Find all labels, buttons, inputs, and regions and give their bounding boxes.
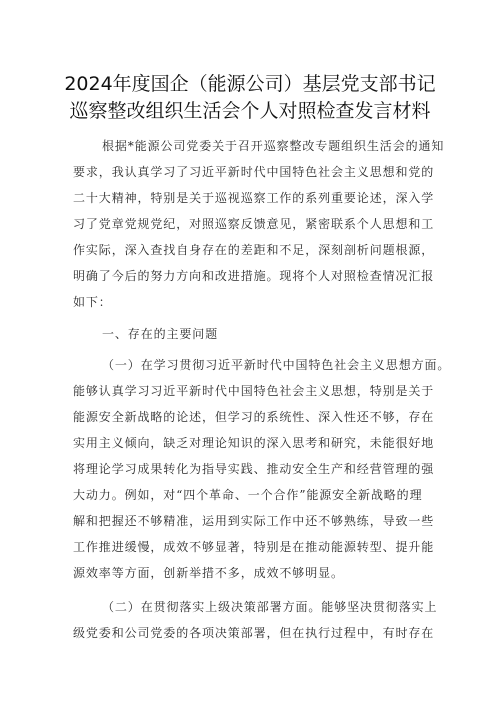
intro-paragraph-line: 二十大精神，特别是关于巡视巡察工作的系列重要论述，深入学 [73, 191, 435, 205]
item-1-line: 将理论学习成果转化为指导实践、推动安全生产和经营管理的强 [73, 462, 435, 476]
intro-paragraph-line: 作实际，深入查找自身存在的差距和不足，深刻剖析问题根源， [73, 243, 435, 257]
item-1-line: 实用主义倾向，缺乏对理论知识的深入思考和研究，未能很好地 [73, 436, 435, 450]
intro-paragraph-line: 根据*能源公司党委关于召开巡察整改专题组织生活会的通知 [102, 139, 445, 153]
item-1-line: 能够认真学习习近平新时代中国特色社会主义思想，特别是关于 [73, 384, 435, 398]
section-heading: 一、存在的主要问题 [102, 327, 219, 341]
item-1-line: （一）在学习贯彻习近平新时代中国特色社会主义思想方面。 [102, 358, 451, 372]
item-1-line: 能源安全新战略的论述，但学习的系统性、深入性还不够，存在 [73, 410, 435, 424]
item-1-line: 大动力。例如，对“四个革命、一个合作”能源安全新战略的理 [73, 488, 423, 502]
item-2-line: 级党委和公司党委的各项决策部署，但在执行过程中，有时存在 [73, 626, 435, 640]
intro-paragraph-line: 明确了今后的努力方向和改进措施。现将个人对照检查情况汇报 [73, 269, 435, 283]
item-2-line: （二）在贯彻落实上级决策部署方面。能够坚决贯彻落实上 [102, 600, 438, 614]
item-1-line: 源效率等方面，创新举措不多，成效不够明显。 [73, 566, 344, 580]
item-1-line: 解和把握还不够精准，运用到实际工作中还不够熟练，导致一些 [73, 514, 435, 528]
intro-paragraph-line: 习了党章党规党纪，对照巡察反馈意见，紧密联系个人思想和工 [73, 217, 435, 231]
intro-paragraph-line: 如下： [73, 295, 112, 309]
item-1-line: 工作推进缓慢，成效不够显著，特别是在推动能源转型、提升能 [73, 540, 435, 554]
intro-paragraph-line: 要求，我认真学习了习近平新时代中国特色社会主义思想和党的 [73, 165, 435, 179]
document-title-line-1: 2024年度国企（能源公司）基层党支部书记 [64, 73, 436, 95]
document-title-line-2: 巡察整改组织生活会个人对照检查发言材料 [69, 100, 431, 122]
